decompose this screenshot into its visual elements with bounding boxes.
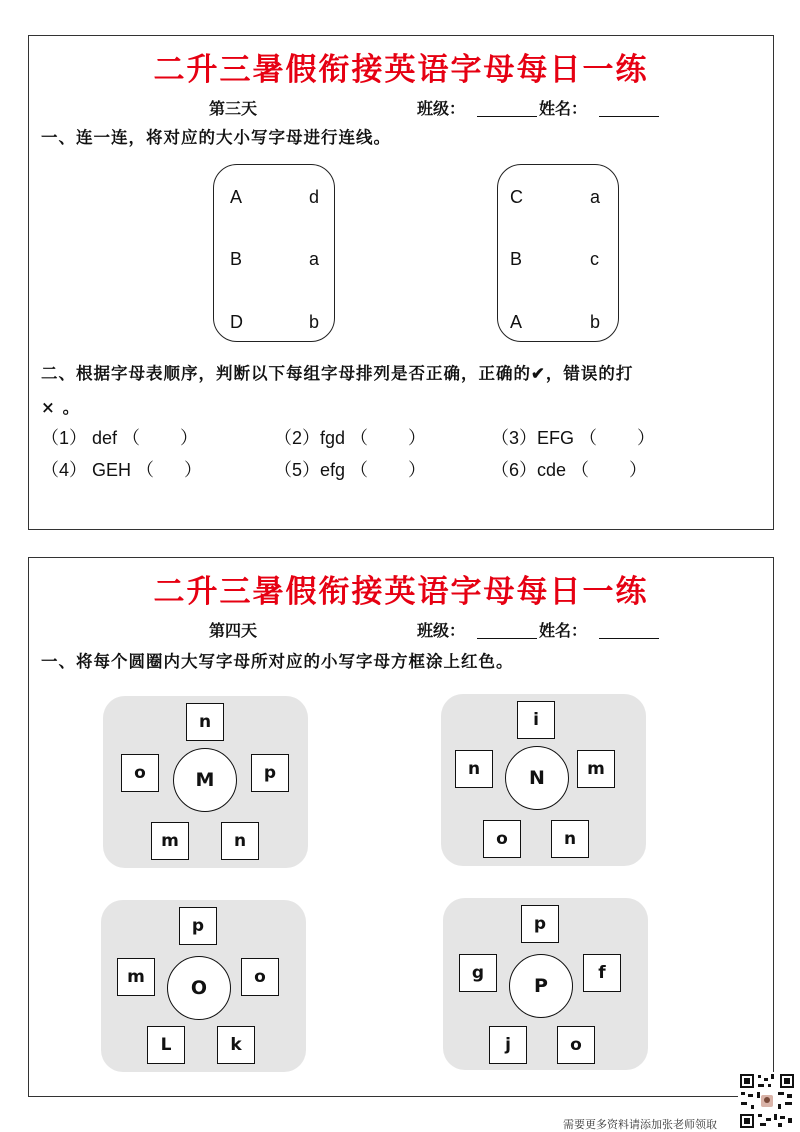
letter-cluster-3 [101, 900, 306, 1072]
lowercase-box[interactable]: p [179, 907, 217, 945]
lowercase-box[interactable]: o [121, 754, 159, 792]
qr-code-icon [738, 1072, 796, 1130]
uppercase-circle: O [167, 956, 231, 1020]
section1-instruction: 一、连一连，将对应的大小写字母进行连线。 [41, 128, 391, 147]
lowercase-box[interactable]: j [489, 1026, 527, 1064]
question-item[interactable]: （3）EFG （ ） [491, 428, 656, 448]
name-label: 姓名： [539, 621, 588, 640]
lowercase-box[interactable]: k [217, 1026, 255, 1064]
match-box-1 [213, 164, 335, 342]
lowercase-box[interactable]: g [459, 954, 497, 992]
footer-note: 需要更多资料请添加张老师领取 [563, 1118, 717, 1131]
question-item[interactable]: （4） GEH （ ） [41, 460, 203, 480]
letter-cluster-4 [443, 898, 648, 1070]
match-letter[interactable]: A [510, 312, 523, 332]
match-letter[interactable]: a [590, 187, 601, 207]
uppercase-circle: P [509, 954, 573, 1018]
class-blank[interactable] [477, 98, 537, 117]
name-blank[interactable] [599, 620, 659, 639]
lowercase-box[interactable]: p [521, 905, 559, 943]
lowercase-box[interactable]: p [251, 754, 289, 792]
letter-cluster-2 [441, 694, 646, 866]
lowercase-box[interactable]: f [583, 954, 621, 992]
match-letter[interactable]: B [230, 249, 243, 269]
letter-cluster-1 [103, 696, 308, 868]
lowercase-box[interactable]: o [483, 820, 521, 858]
uppercase-circle: N [505, 746, 569, 810]
lowercase-box[interactable]: n [186, 703, 224, 741]
class-label: 班级： [417, 99, 466, 118]
worksheet-day4 [28, 557, 774, 1097]
question-item[interactable]: （2）fgd （ ） [274, 428, 427, 448]
class-label: 班级： [417, 621, 466, 640]
match-letter[interactable]: a [309, 249, 320, 269]
lowercase-box[interactable]: m [577, 750, 615, 788]
match-letter[interactable]: d [309, 187, 320, 207]
lowercase-box[interactable]: o [557, 1026, 595, 1064]
worksheet-title: 二升三暑假衔接英语字母每日一练 [153, 52, 649, 88]
match-letter[interactable]: D [230, 312, 243, 332]
worksheet-title: 二升三暑假衔接英语字母每日一练 [153, 574, 649, 610]
match-letter[interactable]: A [230, 187, 243, 207]
day-label: 第三天 [209, 99, 258, 118]
lowercase-box[interactable]: o [241, 958, 279, 996]
name-label: 姓名： [539, 99, 588, 118]
lowercase-box[interactable]: L [147, 1026, 185, 1064]
lowercase-box[interactable]: n [221, 822, 259, 860]
uppercase-circle: M [173, 748, 237, 812]
match-letter[interactable]: b [309, 312, 320, 332]
class-blank[interactable] [477, 620, 537, 639]
worksheet-day3 [28, 35, 774, 530]
lowercase-box[interactable]: i [517, 701, 555, 739]
lowercase-box[interactable]: n [455, 750, 493, 788]
match-box-2 [497, 164, 619, 342]
question-item[interactable]: （6）cde （ ） [491, 460, 648, 480]
section2-instruction: 二、根据字母表顺序，判断以下每组字母排列是否正确，正确的✔，错误的打 [41, 364, 634, 383]
question-item[interactable]: （1） def （ ） [41, 428, 199, 448]
match-letter[interactable]: C [510, 187, 523, 207]
name-blank[interactable] [599, 98, 659, 117]
question-item[interactable]: （5）efg （ ） [274, 460, 427, 480]
match-letter[interactable]: B [510, 249, 523, 269]
day-label: 第四天 [209, 621, 258, 640]
match-letter[interactable]: b [590, 312, 601, 332]
match-letter[interactable]: c [590, 249, 599, 269]
lowercase-box[interactable]: m [151, 822, 189, 860]
lowercase-box[interactable]: n [551, 820, 589, 858]
section2-instruction-cont: × 。 [41, 398, 81, 417]
section1-instruction: 一、将每个圆圈内大写字母所对应的小写字母方框涂上红色。 [41, 652, 514, 671]
lowercase-box[interactable]: m [117, 958, 155, 996]
